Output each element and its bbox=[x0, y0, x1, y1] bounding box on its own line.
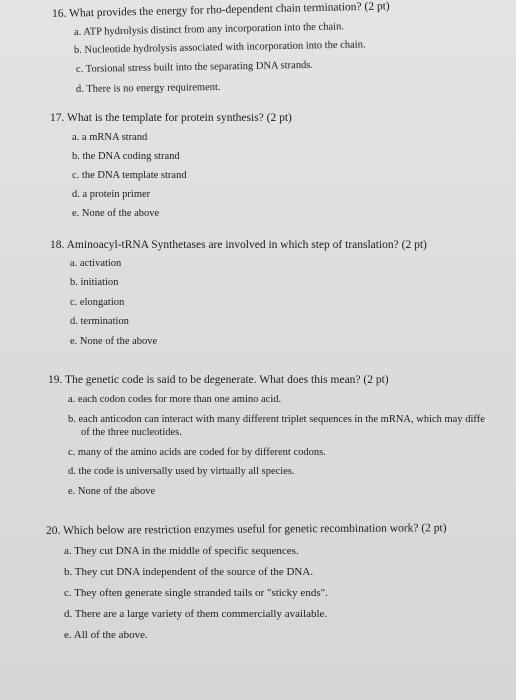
question-text: Aminoacyl-tRNA Synthetases are involved in which step of translation? (2 pt) bbox=[66, 239, 427, 251]
option-c: c. elongation bbox=[70, 297, 125, 308]
option-a: a. They cut DNA in the middle of specific sequences. bbox=[64, 545, 299, 557]
question-stem bbox=[50, 112, 292, 124]
option-b-continued: of the three nucleotides. bbox=[81, 427, 182, 438]
option-e: e. None of the above bbox=[70, 336, 158, 347]
option-b: b. They cut DNA independent of the source of the DNA. bbox=[64, 566, 314, 578]
option-a: a. ATP hydrolysis distinct from any incorporation into the chain. bbox=[73, 21, 345, 38]
question-number: 20. bbox=[45, 524, 61, 537]
option-e: e. All of the above. bbox=[64, 629, 148, 641]
question-text: The genetic code is said to be degenerate. What does this mean? (2 pt) bbox=[65, 374, 389, 386]
option-b: b. each anticodon can interact with many different triplet sequences in the mRNA, which may diffe bbox=[68, 414, 485, 425]
option-a: a. a mRNA strand bbox=[72, 132, 148, 143]
option-e: e. None of the above bbox=[68, 486, 156, 497]
option-d: d. There are a large variety of them commercially available. bbox=[64, 608, 328, 620]
question-stem bbox=[48, 374, 389, 386]
option-c: c. They often generate single stranded tails or "sticky ends". bbox=[64, 587, 328, 599]
option-d: d. the code is universally used by virtually all species. bbox=[68, 466, 295, 477]
option-e: e. None of the above bbox=[72, 208, 160, 219]
question-stem bbox=[52, 0, 390, 20]
question-number: 17. bbox=[50, 112, 65, 124]
option-b: b. the DNA coding strand bbox=[72, 151, 180, 162]
option-d: d. termination bbox=[70, 316, 129, 327]
option-b: b. Nucleotide hydrolysis associated with incorporation into the chain. bbox=[73, 39, 366, 56]
question-text: What provides the energy for rho-dependent chain termination? (2 pt) bbox=[68, 0, 390, 20]
question-text: What is the template for protein synthesis? (2 pt) bbox=[67, 112, 292, 124]
option-d: d. a protein primer bbox=[72, 189, 151, 200]
question-text: Which below are restriction enzymes useful for genetic recombination work? (2 pt) bbox=[63, 522, 447, 537]
question-stem bbox=[50, 239, 427, 251]
question-number: 18. bbox=[50, 239, 65, 251]
option-a: a. each codon codes for more than one amino acid. bbox=[68, 394, 282, 405]
option-a: a. activation bbox=[70, 258, 122, 269]
option-c: c. many of the amino acids are coded for by different codons. bbox=[68, 447, 326, 458]
question-number: 16. bbox=[51, 7, 67, 20]
option-b: b. initiation bbox=[70, 277, 119, 288]
question-stem bbox=[46, 522, 447, 537]
option-c: c. Torsional stress built into the separating DNA strands. bbox=[75, 59, 314, 75]
question-number: 19. bbox=[48, 374, 63, 386]
option-c: c. the DNA template strand bbox=[72, 170, 187, 181]
option-d: d. There is no energy requirement. bbox=[75, 81, 221, 95]
